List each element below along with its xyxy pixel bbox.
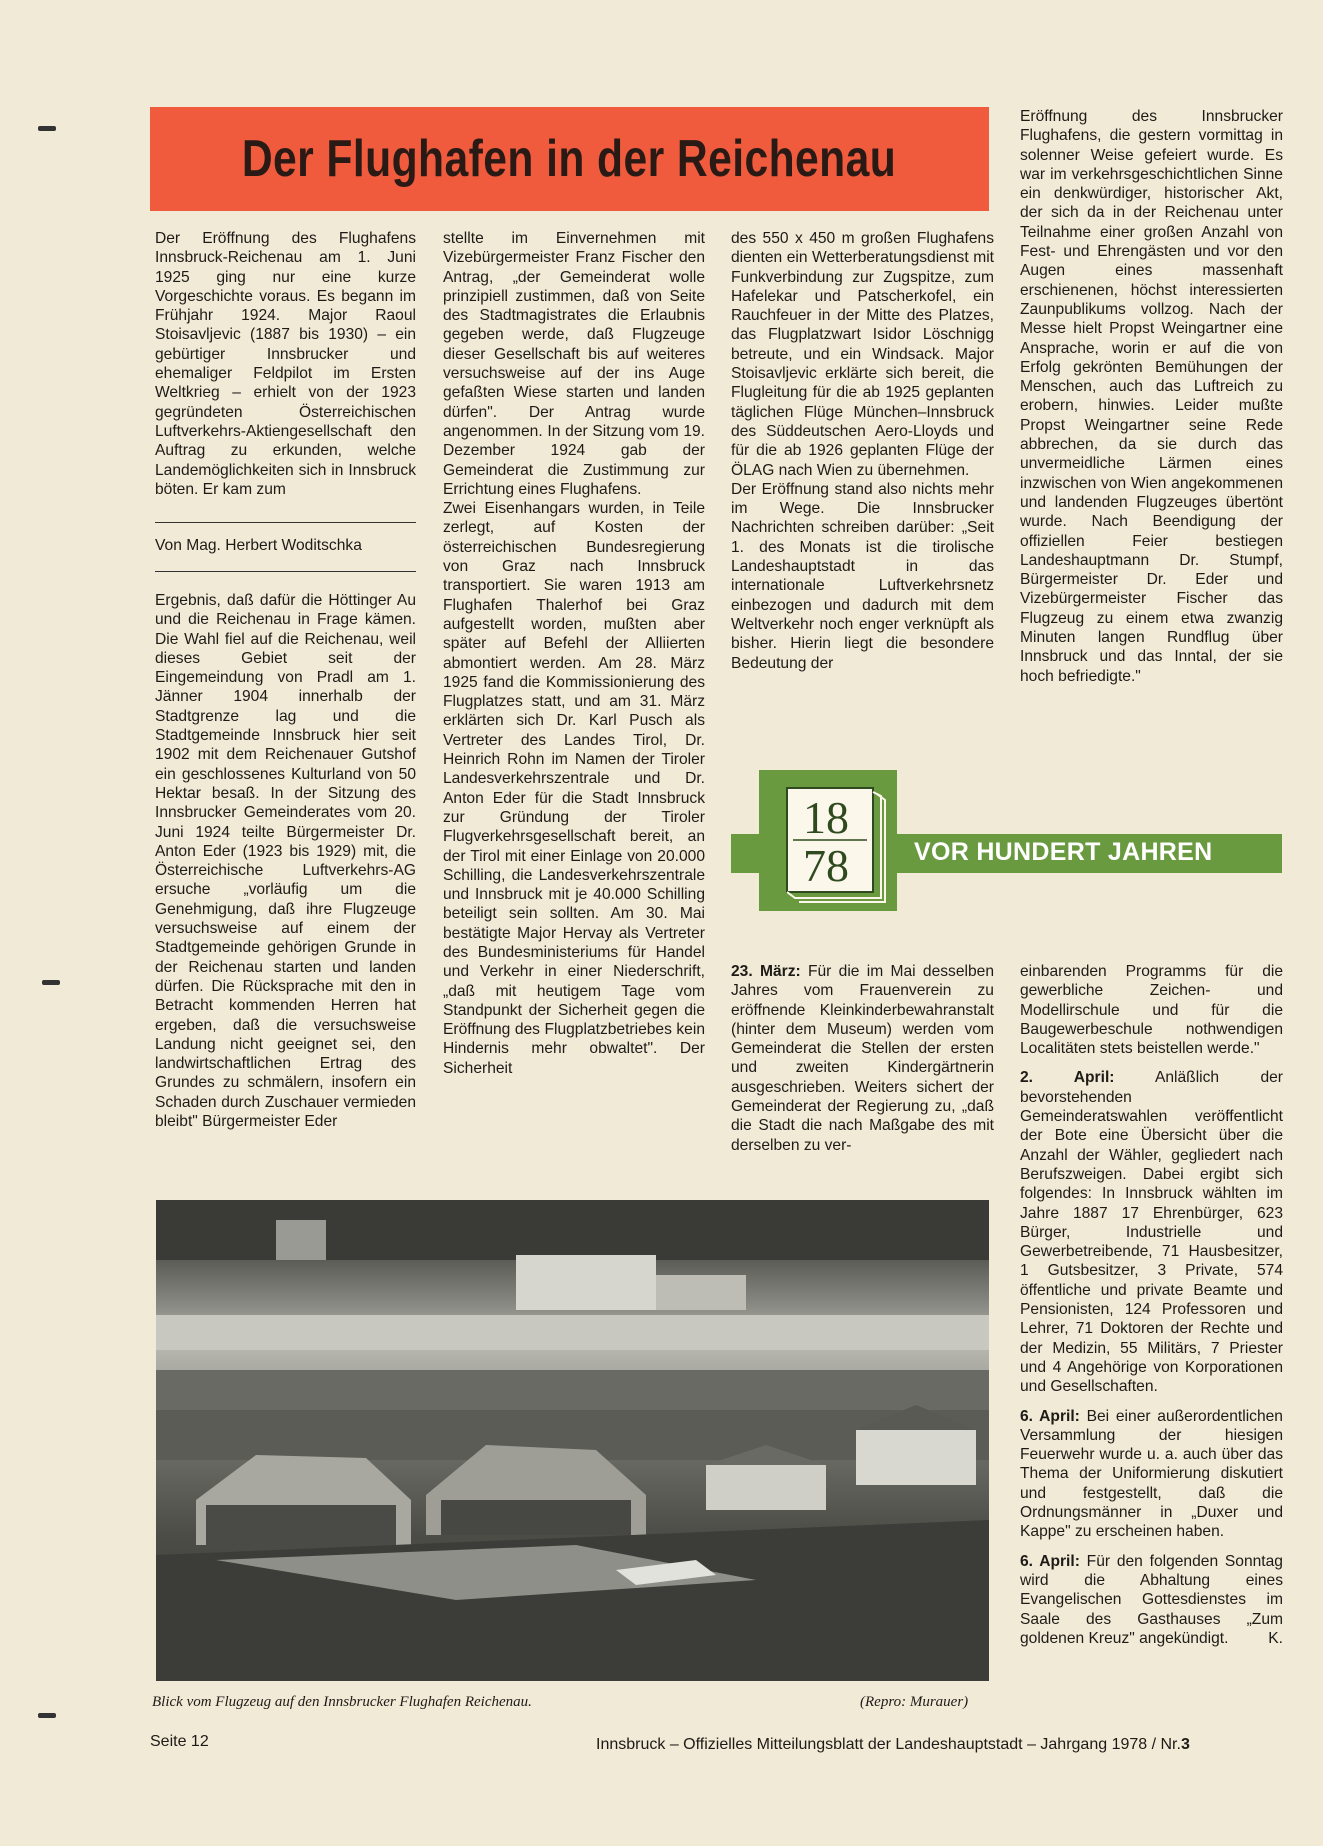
article-paragraph: Zwei Eisenhangars wurden, in Teile zerlegt, auf Kosten der österreichischen Bundesregierung von Graz nach Innsbruck transportiert. Sie waren 1913 am Flughafen Thalerhof bei Graz aufgestellt worden, mußten aber später auf Befehl der Alliierten abmontiert werden. Am 28. März 1925 fand die Kommissionierung des Flugplatzes statt, und am 31. März erklärten sich Dr. Karl Pusch als Vertreter des Landes Tirol, Dr. Heinrich Rohn im Namen der Tiroler Landesverkehrszentrale und Dr. Anton Eder für die Stadt Innsbruck zur Gründung der Tiroler Flugverkehrsgesellschaft bereit, an der Tirol mit einer Einlage von 20.000 Schilling, die Landesverkehrszentrale und Innsbruck mit je 40.000 Schilling beteiligt sein sollten. Am 30. Mai bestätigte Major Hervay als Vertreter des Bundesministeriums für Handel und Verkehr in einer Niederschrift, „daß mit heutigem Tage vom Standpunkt der Sicherheit gegen die Eröffnung des Flugplatzbetriebes kein Hindernis mehr obwaltet". Der Sicherheit xyxy=(443,500,705,1077)
issue-number: 3 xyxy=(1180,1736,1190,1753)
airport-photo xyxy=(156,1200,989,1681)
column-1-top xyxy=(155,229,416,499)
photo-caption: Blick vom Flugzeug auf den Innsbrucker Flughafen Reichenau. xyxy=(152,1694,532,1710)
chronicle-text: Bei einer außerordentlichen Versammlung der hiesigen Feuerwehr wurde u. a. auch über das Thema der Uniformierung diskutiert und festgestellt, daß die Ordnungsmänner in „Duxer und Kappe" zu erscheinen haben. xyxy=(1020,1407,1283,1541)
article-paragraph: Eröffnung des Innsbrucker Flughafens, die gestern vormittag in solenner Weise gefeiert wurde. Es war im verkehrsgeschichtlichen Sinne ein denkwürdiger, historischer Akt, der sich da in der Reichenau unter Teilnahme einer großen Anzahl von Fest- und Ehrengästen und vor den Augen eines massenhaft erschienenen, höchst interessierten Zaunpublikums vollzog. Nach der Messe hielt Propst Weingartner eine Ansprache, worin er auf die von Erfolg gekrönten Bemühungen der Menschen, auch das Luftreich zu erobern, hinwies. Leider mußte Propst Weingartner seine Rede abbrechen, da sie durch das unvermeidliche Lärmen eines inzwischen von Wien angekommenen und landenden Flugzeuges übertönt wurde. Nach Beendigung der offiziellen Feier bestiegen Landeshauptmann Dr. Stumpf, Bürgermeister Dr. Eder und Vizebürgermeister Fischer das Flugzeug zu einem etwa zwanzig Minuten langen Rundflug über Innsbruck und das Inntal, der sie hoch befriedigte." xyxy=(1020,108,1283,685)
headline-box xyxy=(150,107,989,211)
margin-mark xyxy=(38,1713,56,1718)
banner-year-top: 18 xyxy=(803,792,849,843)
author-signature: K. xyxy=(1268,1629,1283,1647)
article-paragraph: des 550 x 450 m großen Flughafens dienten ein Wetterberatungsdienst mit Funkverbindung zur Zugspitze, zum Hafelekar und Patscherkofel, ein Rauchfeuer in der Mitte des Platzes, das Flugplatzwart Isidor Löschnigg betreute, und ein Windsack. Major Stoisavljevic erklärte sich bereit, die Flugleitung für die ab 1925 geplanten täglichen Flüge München–Innsbruck des Süddeutschen Aero-Lloyds und für die ab 1926 geplanten Flüge der ÖLAG nach Wien zu übernehmen. xyxy=(731,230,994,479)
headline: Der Flughafen in der Reichenau xyxy=(242,130,897,188)
chronicle-text: Für die im Mai desselben Jahres vom Frauenverein zu eröffnende Kleinkinderbewahranstalt (hinter dem Museum) werden vom Gemeinderat die Stellen der ersten und zweiten Kindergärtnerin ausgeschrieben. Weiters sichert der Gemeinderat der Regierung zu, „daß die Stadt die nach Maßgabe des mit derselben zu ver- xyxy=(731,963,994,1154)
column-4-top xyxy=(1020,107,1283,686)
chronicle-text: einbarenden Programms für die gewerbliche Zeichen- und Modellirschule und für die Baugewerbeschule nothwendigen Localitäten stets beistellen werde." xyxy=(1020,963,1283,1058)
banner-year-bottom: 78 xyxy=(803,840,849,891)
divider xyxy=(155,522,416,523)
chronicle-text: Anläßlich der bevorstehenden Gemeinderatswahlen veröffentlicht der Bote eine Übersicht über die Anzahl der Wähler, gegliedert nach Berufszweigen. Dabei ergibt sich folgendes: In Innsbruck wählten im Jahre 1887 17 Ehrenbürger, 623 Bürger, Industrielle und Gewerbetreibende, 71 Hausbesitzer, 1 Gutsbesitzer, 3 Private, 574 öffentliche und private Beamte und Pensionisten, 124 Professoren und Lehrer, 71 Doktoren der Rechte und der Medizin, 55 Militärs, 7 Priester und 4 Angehörige von Korporationen und Gesellschaften. xyxy=(1020,1069,1283,1396)
photo-credit: (Repro: Murauer) xyxy=(860,1694,969,1710)
column-1-bottom xyxy=(155,591,416,1131)
column-3-lower xyxy=(731,962,994,1155)
chronicle-date: 6. April: xyxy=(1020,1552,1080,1570)
banner-calendar-box xyxy=(759,770,897,911)
article-paragraph: Ergebnis, daß dafür die Höttinger Au und die Reichenau in Frage kämen. Die Wahl fiel auf die Reichenau, weil dieses Gebiet seit der Eingemeindung von Pradl am 1. Jänner 1904 innerhalb der Stadtgrenze lag und die Stadtgemeinde Innsbruck hier seit 1902 mit dem Reichenauer Gutshof ein geschlossenes Kulturland von 50 Hektar besaß. In der Sitzung des Innsbrucker Gemeinderates vom 20. Juni 1924 teilte Bürgermeister Dr. Anton Eder (1923 bis 1929) mit, die Österreichische Luftverkehrs-AG ersuche „vorläufig um die Genehmigung, daß ihre Flugzeuge versuchsweise auf einem der Stadtgemeinde gehörigen Grunde in der Reichenau starten und landen dürfen. Die Rücksprache mit den in Betracht kommenden Herren hat ergeben, daß die versuchsweise Landung nicht geeignet sei, den landwirtschaftlichen Ertrag des Grundes zu schmälern, insofern ein Schaden durch Zuschauer vermieden bleibt" Bürgermeister Eder xyxy=(155,592,416,1131)
chronicle-date: 23. März: xyxy=(731,963,801,980)
article-paragraph: stellte im Einvernehmen mit Vizebürgermeister Franz Fischer den Antrag, „der Gemeinderat wolle prinzipiell zustimmen, daß von Seite des Stadtmagistrates die Erlaubnis gegeben werde, daß Flugzeuge dieser Gesellschaft bis auf weiteres versuchsweise auf der ins Auge gefaßten Wiese starten und landen dürfen". Der Antrag wurde angenommen. In der Sitzung vom 19. Dezember 1924 gab der Gemeinderat die Zustimmung zur Errichtung eines Flughafens. xyxy=(443,230,705,498)
column-2 xyxy=(443,229,705,1078)
divider xyxy=(155,571,416,572)
column-4-lower xyxy=(1020,962,1283,1648)
chronicle-date: 2. April: xyxy=(1020,1069,1115,1087)
airport-photo-illustration xyxy=(156,1200,989,1681)
byline: Von Mag. Herbert Woditschka xyxy=(155,537,362,554)
article-paragraph: Der Eröffnung des Flughafens Innsbruck-Reichenau am 1. Juni 1925 ging nur eine kurze Vorgeschichte voraus. Es begann im Frühjahr 1924. Major Raoul Stoisavljevic (1887 bis 1930) – ein gebürtiger Innsbrucker und ehemaliger Feldpilot im Ersten Weltkrieg – erhielt von der 1923 gegründeten Österreichischen Luftverkehrs-Aktiengesellschaft den Auftrag zu erkunden, welche Landemöglichkeiten sich in Innsbruck böten. Er kam zum xyxy=(155,230,416,498)
publication-title: Innsbruck – Offizielles Mitteilungsblatt der Landeshauptstadt – Jahrgang 1978 / Nr. xyxy=(596,1736,1181,1753)
article-paragraph: Der Eröffnung stand also nichts mehr im Wege. Die Innsbrucker Nachrichten schreiben darüber: „Seit 1. des Monats ist die tirolische Landeshauptstadt in das internationale Luftverkehrsnetz einbezogen und dadurch mit dem Weltverkehr noch enger verknüpft als bisher. Hierin liegt die besondere Bedeutung der xyxy=(731,480,994,672)
banner-title: VOR HUNDERT JAHREN xyxy=(914,838,1213,866)
publication-line xyxy=(596,1736,1190,1754)
margin-mark xyxy=(42,980,60,985)
margin-mark xyxy=(38,126,56,131)
column-3-top xyxy=(731,229,994,673)
page-number: Seite 12 xyxy=(150,1733,209,1750)
chronicle-date: 6. April: xyxy=(1020,1407,1080,1425)
chronicle-text: Für den folgenden Sonntag wird die Abhaltung eines Evangelischen Gottesdienstes im Saale des Gasthauses „Zum goldenen Kreuz" angekündigt. xyxy=(1020,1552,1283,1647)
